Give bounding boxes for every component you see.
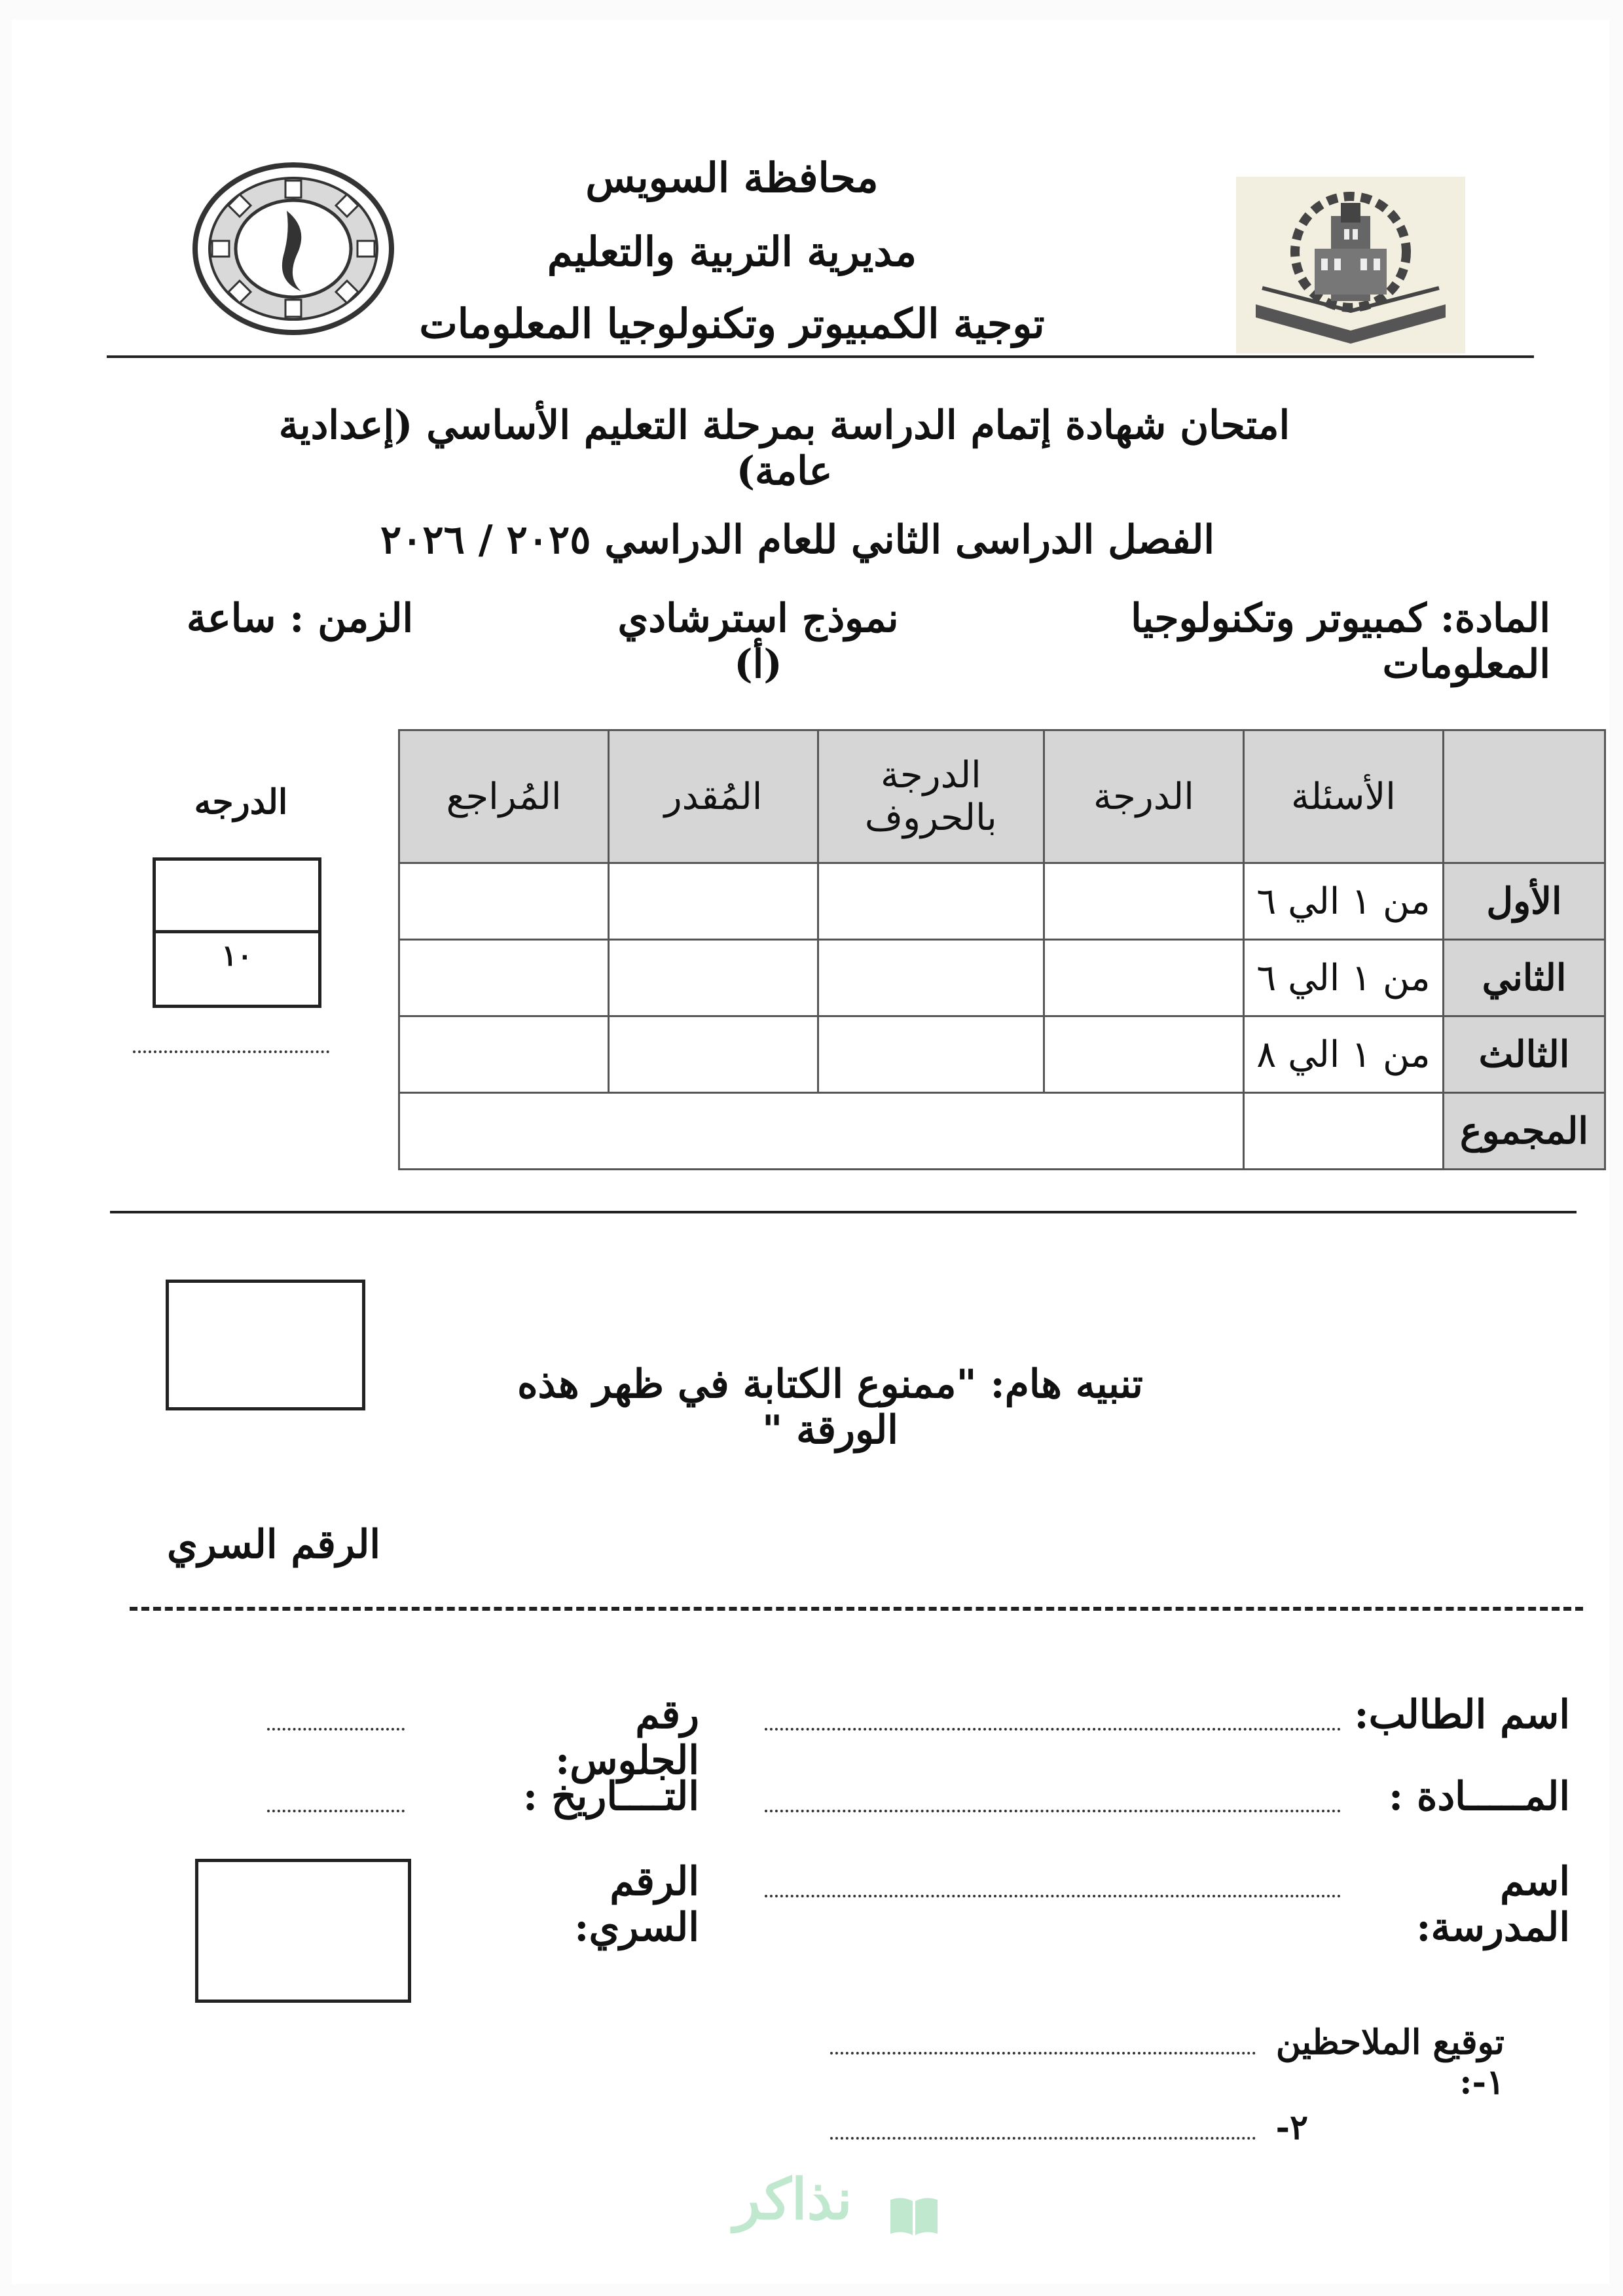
grade-letters-cell[interactable] (818, 1016, 1044, 1093)
grade-box-divider (156, 930, 318, 933)
reviewer-cell[interactable] (399, 940, 609, 1016)
time-label: الزمن : ساعة (186, 596, 414, 641)
grade-letters-cell[interactable] (818, 940, 1044, 1016)
table-total-row (399, 1093, 1605, 1170)
row-range: من ١ الي ٦ (1243, 940, 1443, 1016)
observer-signature-1-field[interactable] (830, 2052, 1256, 2054)
header-questions: الأسئلة (1243, 730, 1443, 863)
total-label: المجموع (1443, 1093, 1605, 1170)
seat-number-label: رقم الجلوس: (555, 1692, 699, 1784)
table-header-row (399, 730, 1605, 863)
exam-cover-page (12, 20, 1609, 2284)
observer-2-label: ٢- (1275, 2108, 1308, 2147)
total-grade-cell[interactable] (1243, 1093, 1443, 1170)
grades-table (398, 729, 1606, 1170)
form-secret-number-box[interactable] (195, 1859, 411, 2003)
header-assessor: المُقدر (609, 730, 818, 863)
assessor-cell[interactable] (609, 863, 818, 940)
model-label: نموذج استرشادي (أ) (617, 596, 899, 687)
row-name: الثالث (1443, 1016, 1605, 1093)
grade-cell[interactable] (1044, 1016, 1243, 1093)
header-reviewer: المُراجع (399, 730, 609, 863)
assessor-cell[interactable] (609, 1016, 818, 1093)
secret-number-box[interactable] (166, 1280, 365, 1410)
table-row (399, 940, 1605, 1016)
total-merged-cell[interactable] (399, 1093, 1244, 1170)
row-name: الثاني (1443, 940, 1605, 1016)
table-row (399, 1016, 1605, 1093)
student-name-label: اسم الطالب: (1354, 1692, 1570, 1738)
header-grade: الدرجة (1044, 730, 1243, 863)
directorate-name: مديرية التربية والتعليم (547, 228, 917, 276)
subject-label: المادة: كمبيوتر وتكنولوجيا المعلومات (1131, 596, 1550, 687)
grade-box (153, 857, 321, 1008)
form-secret-number-label: الرقم السري: (574, 1859, 699, 1950)
ministry-of-education-logo-icon (1236, 177, 1465, 353)
student-name-field[interactable] (765, 1728, 1341, 1731)
school-name-label: اسم المدرسة: (1416, 1859, 1570, 1950)
subject-form-label: المـــــادة : (1388, 1774, 1570, 1820)
header-grade-in-letters: الدرجة بالحروف (818, 730, 1044, 863)
cut-line (130, 1607, 1583, 1611)
watermark-text: نذاكر (733, 2166, 852, 2233)
watermark-book-icon (888, 2184, 940, 2225)
grade-cell[interactable] (1044, 863, 1243, 940)
governorate-name: محافظة السويس (585, 154, 879, 202)
grade-title: الدرجه (194, 782, 288, 822)
grade-dotted-line (133, 1050, 329, 1053)
reviewer-cell[interactable] (399, 1016, 609, 1093)
row-name: الأول (1443, 863, 1605, 940)
row-range: من ١ الي ٨ (1243, 1016, 1443, 1093)
assessor-cell[interactable] (609, 940, 818, 1016)
subject-field[interactable] (765, 1810, 1341, 1812)
warning-notice: تنبيه هام: "ممنوع الكتابة في ظهر هذه الورقة " (517, 1361, 1143, 1453)
suez-governorate-logo-icon (189, 157, 398, 340)
school-name-field[interactable] (765, 1895, 1341, 1897)
secret-number-label: الرقم السري (166, 1522, 381, 1568)
department-name: توجية الكمبيوتر وتكنولوجيا المعلومات (419, 300, 1045, 348)
date-label: التــــاريخ : (522, 1774, 699, 1820)
seat-number-field[interactable] (267, 1728, 405, 1731)
header-divider (107, 355, 1534, 358)
reviewer-cell[interactable] (399, 863, 609, 940)
observer-signature-2-field[interactable] (830, 2137, 1256, 2140)
observers-signature-label: توقيع الملاحظين ١-: (1275, 2022, 1504, 2102)
section-divider (110, 1211, 1577, 1213)
semester-year: الفصل الدراسى الثاني للعام الدراسي ٢٠٢٥ / ٢٠٢٦ (380, 517, 1215, 563)
table-row (399, 863, 1605, 940)
exam-title: امتحان شهادة إتمام الدراسة بمرحلة التعليم الأساسي (إعدادية عامة) (278, 403, 1290, 494)
grade-cell[interactable] (1044, 940, 1243, 1016)
grade-letters-cell[interactable] (818, 863, 1044, 940)
row-range: من ١ الي ٦ (1243, 863, 1443, 940)
date-field[interactable] (267, 1810, 405, 1812)
watermark (719, 2166, 955, 2233)
grade-total: ١٠ (221, 939, 253, 973)
header-corner-cell (1443, 730, 1605, 863)
